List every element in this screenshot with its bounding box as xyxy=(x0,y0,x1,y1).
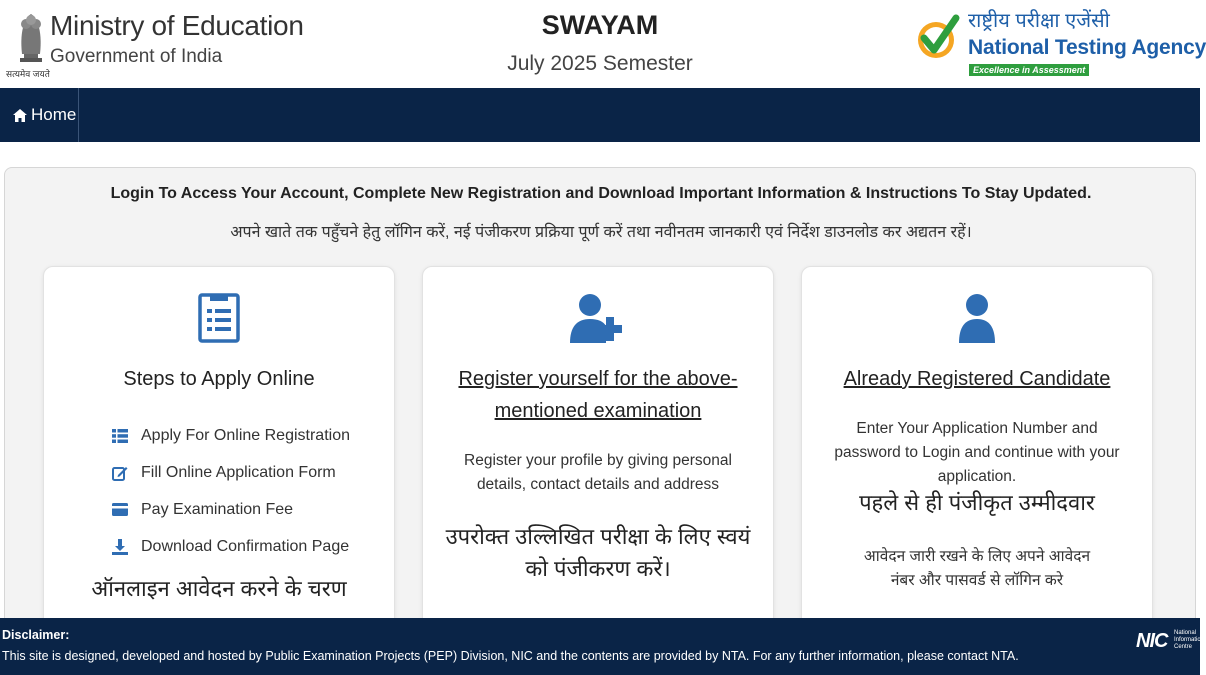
step-item[interactable] xyxy=(112,454,350,491)
site-header xyxy=(0,0,1206,88)
intro-hindi: अपने खाते तक पहुँचने हेतु लॉगिन करें, नई पंजीकरण प्रक्रिया पूर्ण करें तथा नवीनतम जानकारी एवं निर्देश डाउनलोड कर अद्यतन रहें। xyxy=(230,224,972,241)
disclaimer-heading: Disclaimer: xyxy=(2,628,70,642)
disclaimer-text: This site is designed, developed and hosted by Public Examination Projects (PEP) Division, NIC and the contents are provided by NTA. For any further information, please contact NTA. xyxy=(2,649,1019,663)
step-item[interactable] xyxy=(112,417,350,454)
nic-text: National Informatics Centre xyxy=(1174,630,1204,650)
list-icon xyxy=(112,429,128,443)
semester-label: July 2025 Semester xyxy=(507,52,693,75)
register-hindi-title: उपरोक्त उल्लिखित परीक्षा के लिए स्वयं को पंजीकरण करें। xyxy=(445,524,751,581)
steps-card xyxy=(43,266,395,646)
add-user-icon xyxy=(570,293,626,343)
ministry-title: Ministry of Education xyxy=(50,10,304,41)
login-hindi-title: पहले से ही पंजीकृत उम्मीदवार xyxy=(859,490,1095,515)
steps-hindi-title: ऑनलाइन आवेदन करने के चरण xyxy=(91,576,347,601)
main-panel xyxy=(4,167,1196,637)
portal-title: SWAYAM xyxy=(541,10,659,40)
register-card xyxy=(422,266,774,646)
step-item[interactable] xyxy=(112,491,350,528)
step-label: Apply For Online Registration xyxy=(141,426,350,444)
step-label: Pay Examination Fee xyxy=(141,500,294,518)
login-hindi-text: आवेदन जारी रखने के लिए अपने आवेदन नंबर और पासवर्ड से लॉगिन करे xyxy=(863,548,1091,589)
main-navbar xyxy=(0,88,1200,142)
disclaimer-footer xyxy=(0,618,1204,675)
login-card xyxy=(801,266,1153,646)
step-label: Download Confirmation Page xyxy=(141,537,350,555)
steps-list xyxy=(112,417,350,565)
register-description: Register your profile by giving personal details, contact details and address xyxy=(464,452,732,493)
nta-tagline: Excellence in Assessment xyxy=(969,64,1089,76)
nic-mark: NIC xyxy=(1136,630,1168,652)
user-icon xyxy=(959,293,995,343)
nta-logo-icon xyxy=(916,8,960,68)
nav-home-link[interactable] xyxy=(0,88,79,142)
nta-branding xyxy=(916,4,1206,84)
intro-english: Login To Access Your Account, Complete New Registration and Download Important Information & Instructions To Stay Updated. xyxy=(110,185,1092,202)
register-link[interactable]: Register yourself for the above-mentioned examination xyxy=(458,368,738,422)
nta-hindi-name: राष्ट्रीय परीक्षा एजेंसी xyxy=(968,10,1110,32)
ministry-subtitle: Government of India xyxy=(50,46,223,67)
step-item[interactable] xyxy=(112,528,350,565)
steps-title: Steps to Apply Online xyxy=(123,368,315,390)
credit-card-icon xyxy=(112,503,128,516)
ministry-branding xyxy=(6,4,304,82)
step-label: Fill Online Application Form xyxy=(141,463,336,481)
home-icon xyxy=(13,109,27,122)
application-form-icon xyxy=(198,293,240,343)
nta-english-name: National Testing Agency xyxy=(968,36,1206,59)
login-link[interactable]: Already Registered Candidate xyxy=(843,368,1111,390)
nav-home-label: Home xyxy=(31,105,77,124)
nic-logo xyxy=(1136,626,1204,666)
emblem-motto: सत्यमेव जयते xyxy=(6,69,50,79)
login-description: Enter Your Application Number and password to Login and continue with your application. xyxy=(834,420,1120,485)
national-emblem-icon xyxy=(12,6,50,68)
edit-icon xyxy=(112,465,128,481)
download-icon xyxy=(112,539,128,555)
